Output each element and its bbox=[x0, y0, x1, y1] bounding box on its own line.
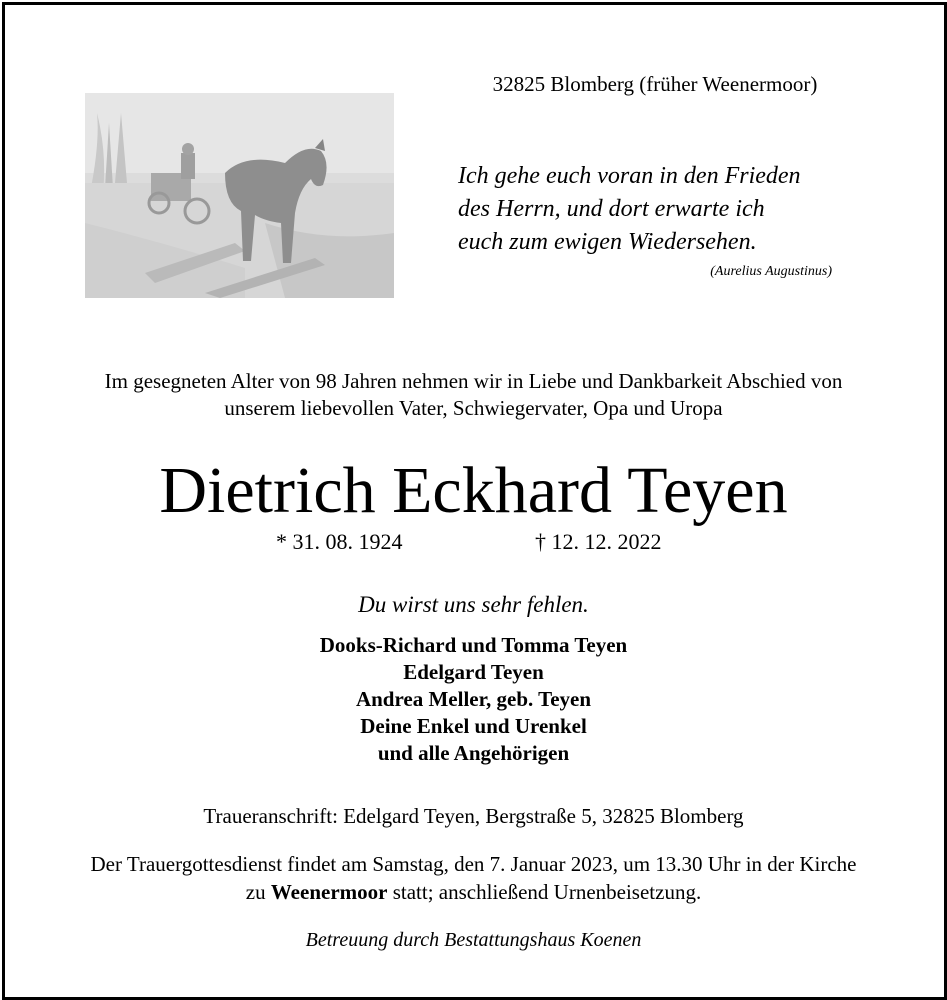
service-place: Weenermoor bbox=[270, 880, 388, 904]
location-line: 32825 Blomberg (früher Weenermoor) bbox=[492, 72, 818, 96]
intro-text bbox=[0, 368, 947, 422]
service-line-2 bbox=[0, 878, 947, 906]
verse-line: des Herrn, und dort erwarte ich bbox=[458, 196, 765, 222]
verse-quote bbox=[458, 160, 801, 259]
verse-line: Ich gehe euch voran in den Frieden bbox=[458, 163, 801, 189]
death-date: † 12. 12. 2022 bbox=[535, 529, 662, 554]
service-suffix: statt; anschließend Urnenbeisetzung. bbox=[387, 880, 702, 904]
survivors-list bbox=[0, 632, 947, 767]
survivor-entry: Andrea Meller, geb. Teyen bbox=[355, 687, 592, 711]
survivor-entry: Edelgard Teyen bbox=[403, 660, 544, 684]
survivor-entry: Dooks-Richard und Tomma Teyen bbox=[319, 633, 628, 657]
mourning-address: Traueranschrift: Edelgard Teyen, Bergstraße 5, 32825 Blomberg bbox=[203, 804, 744, 828]
verse-line: euch zum ewigen Wiedersehen. bbox=[458, 229, 757, 255]
service-info bbox=[0, 850, 947, 906]
farewell-line: Du wirst uns sehr fehlen. bbox=[358, 592, 589, 617]
survivor-entry: Deine Enkel und Urenkel bbox=[360, 714, 587, 738]
intro-line-1: Im gesegneten Alter von 98 Jahren nehmen wir in Liebe und Dankbarkeit Abschied von bbox=[104, 369, 843, 393]
service-line-1: Der Trauergottesdienst findet am Samstag, den 7. Januar 2023, um 13.30 Uhr in der Kirche bbox=[90, 852, 857, 876]
verse-source: (Aurelius Augustinus) bbox=[710, 264, 832, 279]
survivor-entry: und alle Angehörigen bbox=[377, 741, 570, 765]
birth-date: * 31. 08. 1924 bbox=[276, 529, 403, 554]
funeral-home: Betreuung durch Bestattungshaus Koenen bbox=[305, 929, 642, 951]
deceased-name: Dietrich Eckhard Teyen bbox=[159, 454, 788, 527]
horse-carriage-photo-icon bbox=[85, 93, 394, 298]
intro-line-2: unserem liebevollen Vater, Schwiegervater, Opa und Uropa bbox=[224, 396, 723, 420]
service-prefix: zu bbox=[245, 880, 271, 904]
